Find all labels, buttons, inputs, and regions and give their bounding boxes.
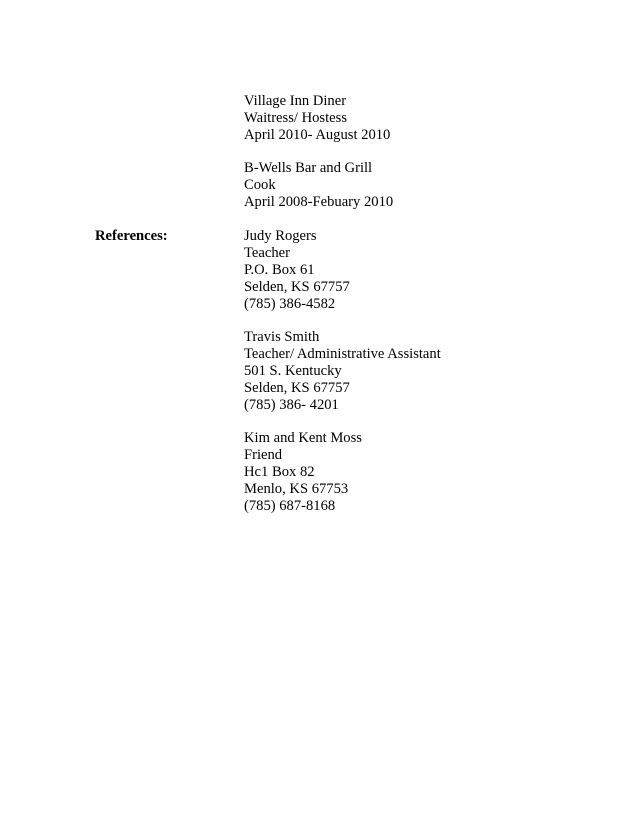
reference-title: Friend <box>244 447 283 463</box>
job-position: Cook <box>244 177 276 193</box>
reference-phone: (785) 687-8168 <box>244 498 336 514</box>
job-position: Waitress/ Hostess <box>244 110 347 126</box>
reference-title: Teacher <box>244 245 290 261</box>
reference-phone: (785) 386- 4201 <box>244 397 339 413</box>
reference-entry <box>244 228 350 313</box>
employment-dates: April 2010- August 2010 <box>244 127 391 143</box>
reference-name: Travis Smith <box>244 329 320 345</box>
employment-dates: April 2008-Febuary 2010 <box>244 194 394 210</box>
reference-phone: (785) 386-4582 <box>244 296 336 312</box>
reference-address: 501 S. Kentucky <box>244 363 342 379</box>
reference-name: Judy Rogers <box>244 228 317 244</box>
employer-name: B-Wells Bar and Grill <box>244 160 373 176</box>
reference-name: Kim and Kent Moss <box>244 430 362 446</box>
employer-name: Village Inn Diner <box>244 93 347 109</box>
employment-entry <box>244 93 390 144</box>
reference-address: Hc1 Box 82 <box>244 464 315 480</box>
reference-entry <box>244 430 362 515</box>
reference-address: P.O. Box 61 <box>244 262 315 278</box>
reference-city-state-zip: Selden, KS 67757 <box>244 380 350 396</box>
reference-city-state-zip: Selden, KS 67757 <box>244 279 350 295</box>
reference-entry <box>244 329 441 414</box>
reference-title: Teacher/ Administrative Assistant <box>244 346 441 362</box>
employment-entry <box>244 160 393 211</box>
references-heading: References: <box>95 228 168 244</box>
reference-city-state-zip: Menlo, KS 67753 <box>244 481 349 497</box>
